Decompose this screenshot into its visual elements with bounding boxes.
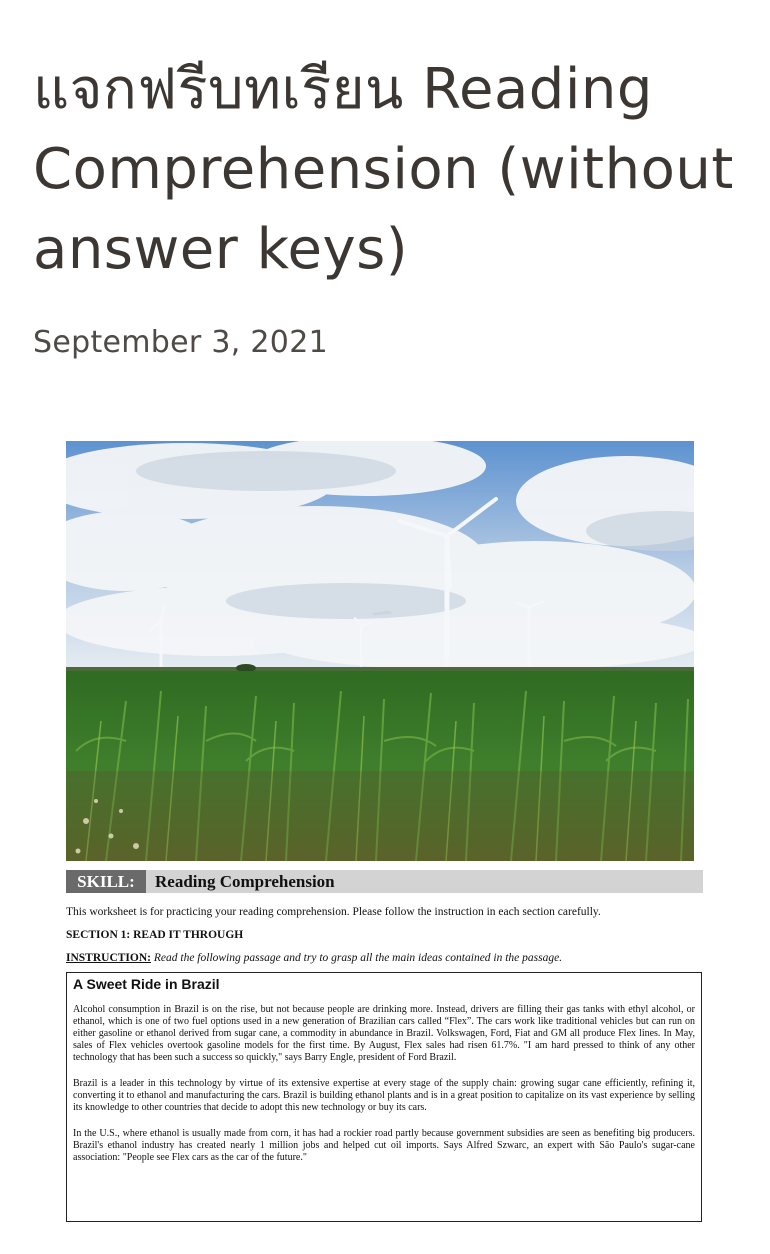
skill-label: SKILL: <box>66 870 146 893</box>
passage-paragraph: Brazil is a leader in this technology by virtue of its extensive expertise at every stage of the supply chain: growing sugar cane efficiently, refining it, converting it to ethanol and manufacturing the cars. Brazil is building ethanol plants and is in a great position to capitalize on its vast experience by selling its knowledge to other countries that decide to adopt this new technology or buy its cars. <box>73 1078 695 1113</box>
passage-paragraph: Alcohol consumption in Brazil is on the rise, but not because people are drinking more. Instead, drivers are filling their gas tanks with ethyl alcohol, or ethanol, which is one of two fuel options used in a new generation of Brazilian cars called “Flex”. The cars work like traditional vehicles but can run on either gasoline or ethanol derived from sugar cane, a commodity in abundance in Brazil. Volkswagen, Ford, Fiat and GM all produce Flex lines. In May, sales of Flex vehicles overtook gasoline models for the first time. By August, Flex sales had risen 61.7%. "I am hard pressed to think of any other technology that has been such a success so quickly," says Barry Engle, president of Ford Brazil. <box>73 1004 695 1063</box>
instruction-text: Read the following passage and try to grasp all the main ideas contained in the passage. <box>151 952 563 964</box>
instruction-label: INSTRUCTION: <box>66 952 151 964</box>
section-title: SECTION 1: READ IT THROUGH <box>66 929 244 941</box>
wind-turbines-cornfield-photo <box>66 441 694 861</box>
passage-paragraph: In the U.S., where ethanol is usually made from corn, it has had a rockier road partly because government subsidies are seen as benefiting big producers. Brazil's ethanol industry has created nearly 1 million jobs and helped cut oil imports. Says Alfred Szwarc, an expert with São Paulo's sugar-cane association: "People see Flex cars as the car of the future." <box>73 1128 695 1163</box>
post-title: แจกฟรีบทเรียน Reading Comprehension (without answer keys) <box>33 57 734 282</box>
skill-name: Reading Comprehension <box>155 871 335 891</box>
passage-title: A Sweet Ride in Brazil <box>73 976 220 992</box>
skill-bar <box>66 870 703 893</box>
passage-box <box>66 972 702 1222</box>
worksheet-intro: This worksheet is for practicing your reading comprehension. Please follow the instruction in each section carefully. <box>66 906 601 918</box>
instruction <box>66 952 562 964</box>
post-date[interactable]: September 3, 2021 <box>33 325 328 360</box>
